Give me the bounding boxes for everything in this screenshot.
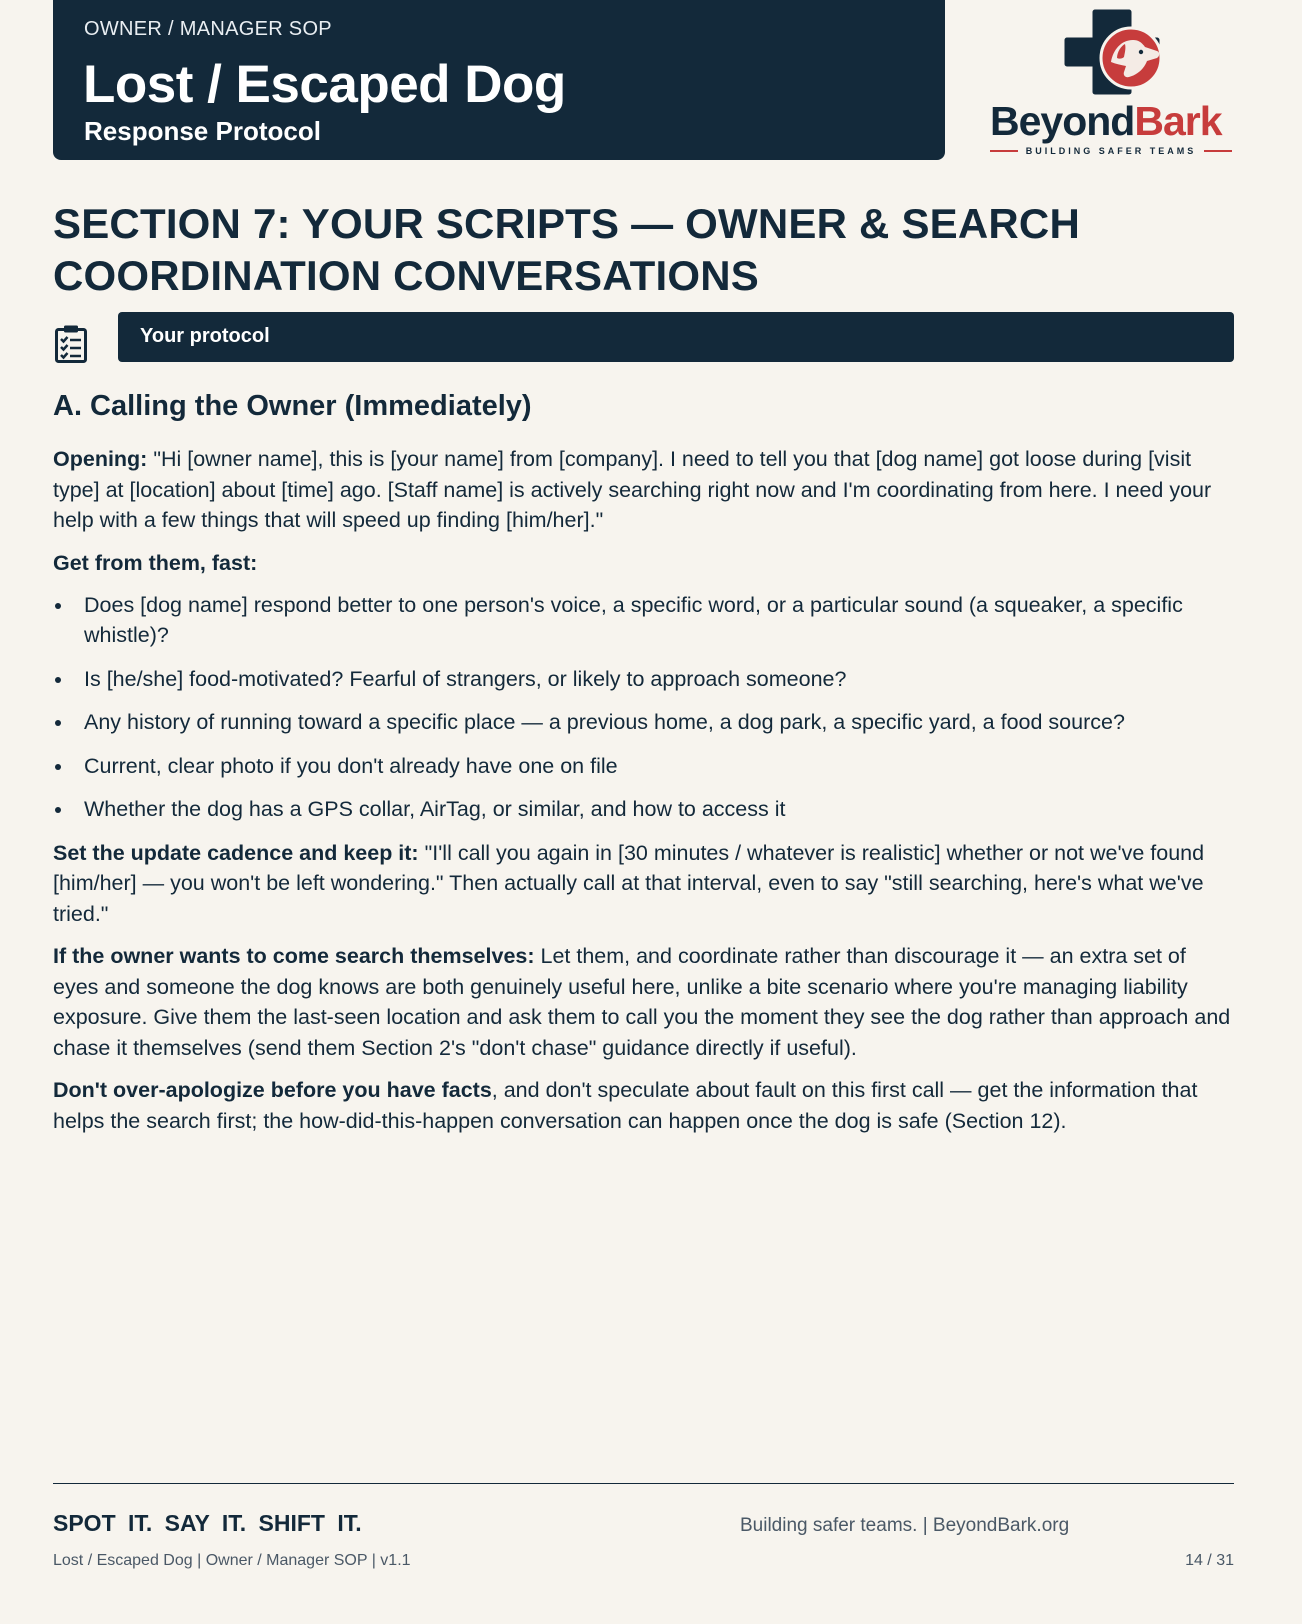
clipboard-checklist-icon (54, 324, 88, 364)
apologize-paragraph (53, 1075, 1235, 1136)
header-banner (53, 0, 945, 160)
owner-search-paragraph (53, 941, 1235, 1063)
tagline-rule-left (990, 150, 1018, 152)
page-number: 14 / 31 (1185, 1552, 1234, 1569)
subsection-heading: A. Calling the Owner (Immediately) (53, 390, 532, 422)
section-heading: SECTION 7: YOUR SCRIPTS — OWNER & SEARCH COORDINATION CONVERSATIONS (53, 200, 1080, 299)
main-content (53, 388, 1235, 1148)
list-item: Whether the dog has a GPS collar, AirTag, or similar, and how to access it (53, 794, 1235, 825)
get-from-them-label: Get from them, fast: (53, 550, 258, 575)
cadence-label: Set the update cadence and keep it: (53, 840, 419, 865)
cadence-text: "I'll call you again in [30 minutes / whatever is realistic] whether or not we've found [him/her] — you won't be left wondering." Then actually call at that interval, even to say "still searching, here's what we've tried." (53, 840, 1205, 926)
brand-tagline (990, 146, 1232, 156)
footer-slogan: SPOT IT. SAY IT. SHIFT IT. (53, 1510, 362, 1536)
brand-logo (985, 0, 1235, 165)
cadence-paragraph (53, 838, 1235, 930)
tagline-rule-right (1204, 150, 1232, 152)
footer-document-meta: Lost / Escaped Dog | Owner / Manager SOP | v1.1 (53, 1552, 411, 1569)
list-item: Current, clear photo if you don't already have one on file (53, 751, 1235, 782)
owner-search-label: If the owner wants to come search themselves: (53, 944, 535, 968)
question-list (53, 590, 1235, 825)
opening-paragraph (53, 444, 1235, 536)
brand-name-part2: Bark (1134, 98, 1222, 144)
owner-search-text: Let them, and coordinate rather than discourage it — an extra set of eyes and someone the dog knows are both genuinely useful here, unlike a bite scenario where you're managing liability exposure. Give them the last-seen location and ask them to call you the moment they see the dog rather than approach and chase it themselves (send them Section 2's "don't chase" guidance directly if useful). (53, 944, 1231, 1060)
footer-site-text: Building safer teams. | BeyondBark.org (740, 1515, 1070, 1536)
apologize-text: , and don't speculate about fault on this first call — get the information that helps the search first; the how-did-this-happen conversation can happen once the dog is safe (Section 12). (53, 1078, 1198, 1133)
document-title: Lost / Escaped Dog (83, 55, 566, 114)
list-item: Any history of running toward a specific place — a previous home, a dog park, a specific yard, a food source? (53, 707, 1235, 738)
list-item: Is [he/she] food-motivated? Fearful of strangers, or likely to approach someone? (53, 664, 1235, 695)
brand-name-part1: Beyond (990, 98, 1135, 144)
document-subtitle: Response Protocol (84, 116, 321, 146)
document-type-label: OWNER / MANAGER SOP (84, 18, 332, 40)
protocol-bar (118, 312, 1234, 362)
medical-cross-dog-icon (1055, 2, 1173, 100)
brand-name (990, 98, 1222, 145)
opening-text: "Hi [owner name], this is [your name] from [company]. I need to tell you that [dog name] got loose during [visit type] at [location] about [time] ago. [Staff name] is actively searching right now and I'm coordinating from here. I need your help with a few things that will speed up finding [him/her]." (53, 447, 1212, 532)
footer-divider (53, 1483, 1234, 1484)
apologize-label: Don't over-apologize before you have facts (53, 1078, 492, 1102)
opening-label: Opening: (53, 447, 148, 471)
tagline-text: BUILDING SAFER TEAMS (1025, 146, 1197, 156)
list-item: Does [dog name] respond better to one person's voice, a specific word, or a particular sound (a squeaker, a specific whistle)? (53, 590, 1235, 651)
protocol-bar-label: Your protocol (140, 325, 270, 347)
